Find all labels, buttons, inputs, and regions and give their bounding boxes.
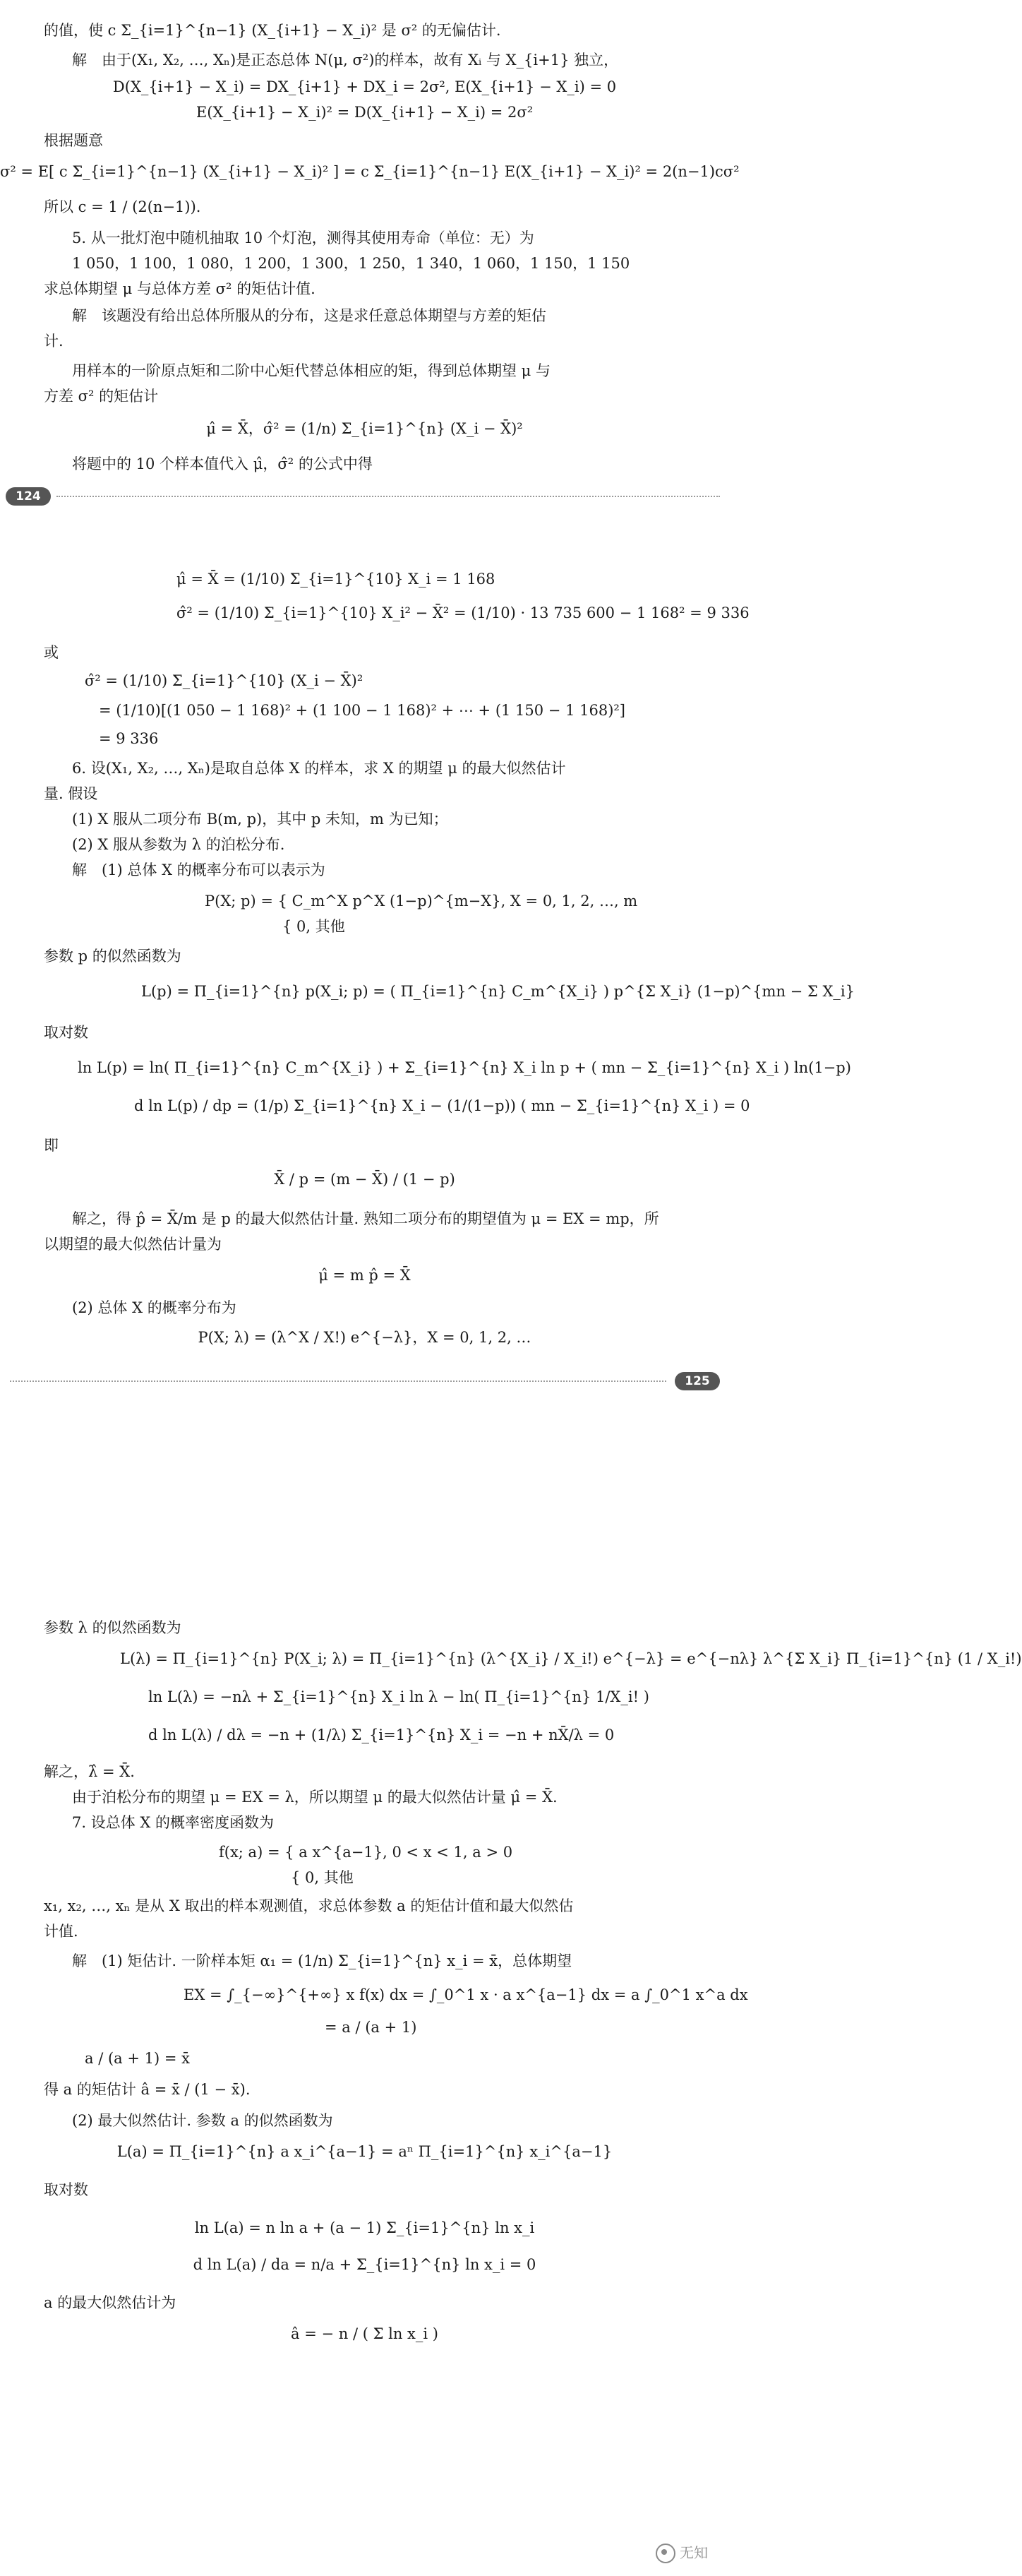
text-line: 根据题意 <box>44 132 103 149</box>
formula: d ln L(a) / da = n/a + Σ_{i=1}^{n} ln x_i = 0 <box>193 2256 536 2273</box>
sample-values: 1 050，1 100，1 080，1 200，1 300，1 250，1 340，1 060，1 150，1 150 <box>72 255 630 272</box>
problem-6: 6. 设(X₁, X₂, …, Xₙ)是取自总体 X 的样本，求 X 的期望 μ 的最大似然估计 <box>72 760 566 777</box>
formula: d ln L(λ) / dλ = −n + (1/λ) Σ_{i=1}^{n} X_i = −n + nX̄/λ = 0 <box>148 1727 615 1743</box>
text-line: 参数 λ 的似然函数为 <box>44 1619 181 1636</box>
formula: f(x; a) = { a x^{a−1}, 0 < x < 1, a > 0 <box>219 1844 513 1861</box>
solution-line: 解 (1) 总体 X 的概率分布可以表示为 <box>72 861 325 878</box>
formula: σ̂² = (1/10) Σ_{i=1}^{10} (X_i − X̄)² <box>85 672 363 689</box>
text-line: 量. 假设 <box>44 785 98 802</box>
formula: { 0, 其他 <box>291 1869 354 1886</box>
dotted-rule <box>10 1381 666 1382</box>
text-line: 计. <box>44 333 64 350</box>
formula: a / (a + 1) = x̄ <box>85 2050 190 2067</box>
formula: ln L(a) = n ln a + (a − 1) Σ_{i=1}^{n} ln x_i <box>194 2219 535 2236</box>
text-line: 解 由于(X₁, X₂, …, Xₙ)是正态总体 N(μ, σ²)的样本，故有 Xᵢ 与 X_{i+1} 独立， <box>72 52 619 68</box>
text-line: 取对数 <box>44 2181 88 2198</box>
formula: ln L(λ) = −nλ + Σ_{i=1}^{n} X_i ln λ − ln( Π_{i=1}^{n} 1/X_i! ) <box>148 1688 649 1705</box>
text-line: (1) X 服从二项分布 B(m, p)，其中 p 未知，m 为已知； <box>72 811 448 828</box>
formula: L(a) = Π_{i=1}^{n} a x_i^{a−1} = aⁿ Π_{i=1}^{n} x_i^{a−1} <box>116 2143 613 2160</box>
formula: L(p) = Π_{i=1}^{n} p(X_i; p) = ( Π_{i=1}^{n} C_m^{X_i} ) p^{Σ X_i} (1−p)^{mn − Σ X_i} <box>141 983 855 1000</box>
page-number-badge: 125 <box>675 1372 720 1390</box>
formula: EX = ∫_{−∞}^{+∞} x f(x) dx = ∫_0^1 x · a x^{a−1} dx = a ∫_0^1 x^a dx <box>184 1986 748 2003</box>
text-line: 所以 c = 1 / (2(n−1)). <box>44 198 201 215</box>
text-line: 由于泊松分布的期望 μ = EX = λ，所以期望 μ 的最大似然估计量 μ̂ = X̄. <box>72 1789 558 1806</box>
text-line: 以期望的最大似然估计量为 <box>44 1236 222 1253</box>
formula: σ̂² = (1/10) Σ_{i=1}^{10} X_i² − X̄² = (1/10) · 13 735 600 − 1 168² = 9 336 <box>176 604 750 621</box>
formula: L(λ) = Π_{i=1}^{n} P(X_i; λ) = Π_{i=1}^{n} (λ^{X_i} / X_i!) e^{−λ} = e^{−nλ} λ^{Σ X_i} Π_{i=1}^{n} (1 / X_i!) <box>120 1650 1022 1667</box>
formula: d ln L(p) / dp = (1/p) Σ_{i=1}^{n} X_i − (1/(1−p)) ( mn − Σ_{i=1}^{n} X_i ) = 0 <box>134 1097 750 1114</box>
text-line: 计值. <box>44 1923 78 1940</box>
formula: P(X; p) = { C_m^X p^X (1−p)^{m−X}, X = 0, 1, 2, …, m <box>205 893 638 910</box>
formula: X̄ / p = (m − X̄) / (1 − p) <box>274 1171 455 1188</box>
text-line: 得 a 的矩估计 â = x̄ / (1 − x̄). <box>44 2081 251 2098</box>
formula: μ̂ = m p̂ = X̄ <box>318 1267 411 1284</box>
formula: E(X_{i+1} − X_i)² = D(X_{i+1} − X_i) = 2σ² <box>196 104 534 121</box>
formula: = 9 336 <box>99 730 159 747</box>
text-line: 或 <box>44 644 59 661</box>
formula: â = − n / ( Σ ln x_i ) <box>291 2325 438 2342</box>
text-line: 取对数 <box>44 1024 88 1041</box>
page-126 <box>0 1610 1022 2576</box>
page-124 <box>0 0 740 526</box>
formula: μ̂ = X̄，σ̂² = (1/n) Σ_{i=1}^{n} (X_i − X̄)² <box>206 420 523 437</box>
page-footer <box>0 486 729 507</box>
formula: { 0, 其他 <box>282 918 345 935</box>
formula: P(X; λ) = (λ^X / X!) e^{−λ}，X = 0, 1, 2, … <box>198 1329 531 1346</box>
watermark-logo-icon <box>656 2544 675 2563</box>
text-line: 将题中的 10 个样本值代入 μ̂，σ̂² 的公式中得 <box>72 455 373 472</box>
solution-line: 解 该题没有给出总体所服从的分布，这是求任意总体期望与方差的矩估 <box>72 307 546 324</box>
formula: σ² = E[ c Σ_{i=1}^{n−1} (X_{i+1} − X_i)² ] = c Σ_{i=1}^{n−1} E(X_{i+1} − X_i)² = 2(n−1)cσ² <box>0 163 740 180</box>
page-125 <box>0 526 855 1610</box>
text-line: 求总体期望 μ 与总体方差 σ² 的矩估计值. <box>44 280 315 297</box>
problem-5: 5. 从一批灯泡中随机抽取 10 个灯泡，测得其使用寿命（单位：无）为 <box>72 229 534 246</box>
text-line: (2) X 服从参数为 λ 的泊松分布. <box>72 836 285 853</box>
formula: ln L(p) = ln( Π_{i=1}^{n} C_m^{X_i} ) + Σ_{i=1}^{n} X_i ln p + ( mn − Σ_{i=1}^{n} X_i ) ln(1−p) <box>78 1059 851 1076</box>
formula: D(X_{i+1} − X_i) = DX_{i+1} + DX_i = 2σ², E(X_{i+1} − X_i) = 0 <box>112 78 617 95</box>
text-line: 解之，得 p̂ = X̄/m 是 p 的最大似然估计量. 熟知二项分布的期望值为 μ = EX = mp，所 <box>72 1210 659 1227</box>
dotted-rule <box>56 496 720 497</box>
text-line: 即 <box>44 1137 59 1154</box>
page-footer <box>0 1371 729 1392</box>
text-line: 的值，使 c Σ_{i=1}^{n−1} (X_{i+1} − X_i)² 是 σ² 的无偏估计. <box>44 22 501 39</box>
watermark <box>656 2541 708 2564</box>
solution-line: 解 (1) 矩估计. 一阶样本矩 α₁ = (1/n) Σ_{i=1}^{n} x_i = x̄，总体期望 <box>72 1952 572 1969</box>
text-line: 参数 p 的似然函数为 <box>44 948 181 965</box>
text-line: 方差 σ² 的矩估计 <box>44 388 159 405</box>
formula: = a / (a + 1) <box>325 2019 417 2036</box>
formula: μ̂ = X̄ = (1/10) Σ_{i=1}^{10} X_i = 1 168 <box>176 571 495 588</box>
problem-7: 7. 设总体 X 的概率密度函数为 <box>72 1814 275 1831</box>
text-line: (2) 总体 X 的概率分布为 <box>72 1299 236 1316</box>
text-line: (2) 最大似然估计. 参数 a 的似然函数为 <box>72 2112 333 2129</box>
text-line: x₁, x₂, …, xₙ 是从 X 取出的样本观测值，求总体参数 a 的矩估计值和最大似然估 <box>44 1897 574 1914</box>
formula: = (1/10)[(1 050 − 1 168)² + (1 100 − 1 168)² + ⋯ + (1 150 − 1 168)²] <box>99 702 626 719</box>
text-line: 解之，λ̂ = X̄. <box>44 1763 135 1780</box>
text-line: a 的最大似然估计为 <box>44 2294 176 2311</box>
text-line: 用样本的一阶原点矩和二阶中心矩代替总体相应的矩，得到总体期望 μ 与 <box>72 362 551 379</box>
page-number-badge: 124 <box>6 487 51 506</box>
watermark-text: 无知 <box>680 2544 708 2561</box>
